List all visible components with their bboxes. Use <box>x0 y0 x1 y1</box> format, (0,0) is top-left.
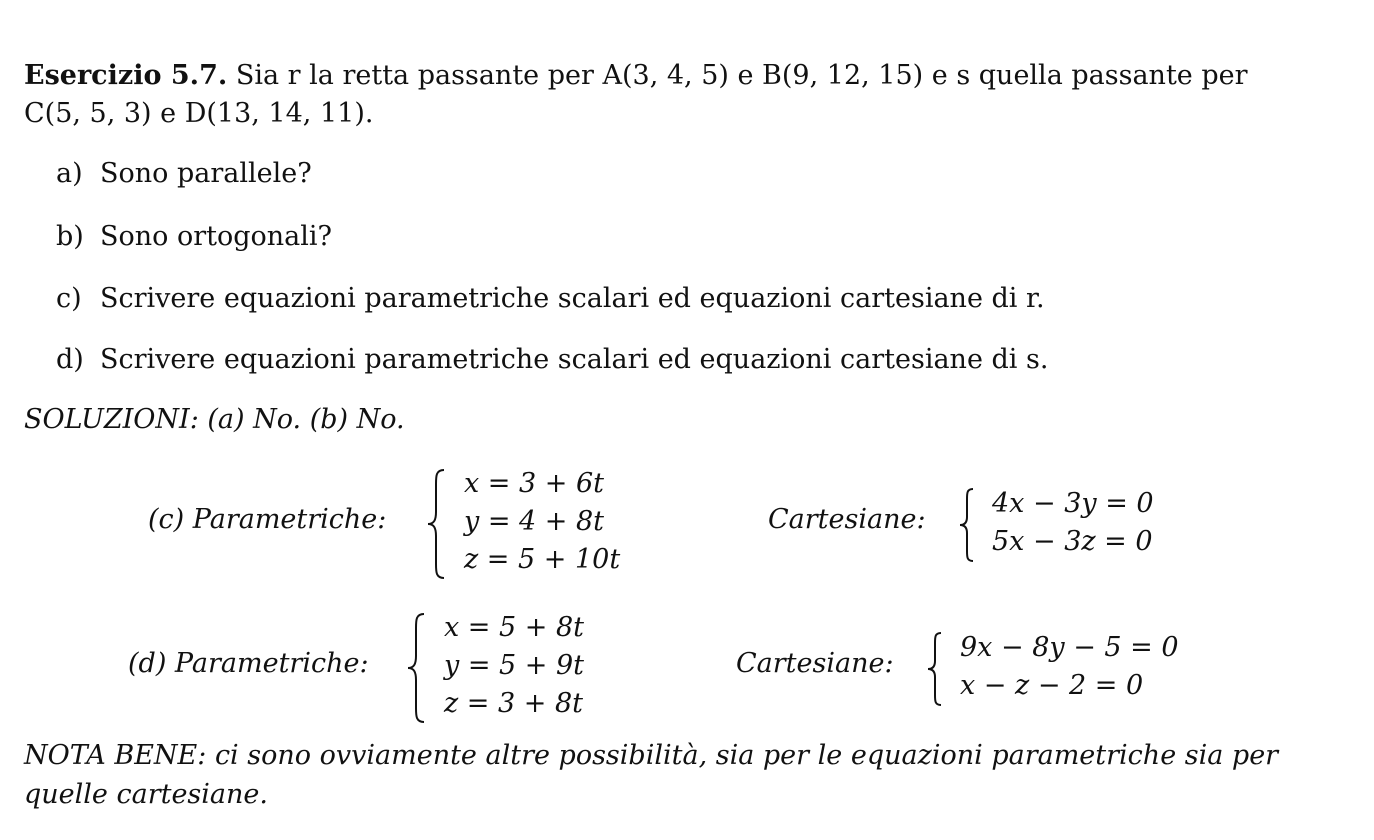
question-text: Sono ortogonali? <box>100 221 333 252</box>
exercise-statement-line-2 <box>24 98 373 130</box>
solution-d-cart-system <box>960 629 1179 705</box>
equation: y = 4 + 8t <box>464 506 605 537</box>
note-line-2: quelle cartesiane. <box>24 779 268 810</box>
exercise-text-2: C(5, 5, 3) e D(13, 14, 11). <box>24 98 374 129</box>
question-b <box>56 221 332 253</box>
question-marker: c) <box>56 283 82 314</box>
solution-d-cart-label: Cartesiane: <box>736 648 894 679</box>
solution-c-param-system <box>464 465 620 579</box>
question-d <box>56 344 1048 376</box>
equation: 5x − 3z = 0 <box>992 526 1153 557</box>
left-brace-icon <box>426 468 448 580</box>
equation: y = 5 + 9t <box>444 650 585 681</box>
note-line-1: NOTA BENE: ci sono ovviamente altre possibilità, sia per le equazioni parametriche sia per <box>24 740 1279 771</box>
left-brace-icon <box>958 487 976 563</box>
question-text: Scrivere equazioni parametriche scalari ed equazioni cartesiane di s. <box>100 344 1049 375</box>
equation: x = 3 + 6t <box>464 468 605 499</box>
question-c <box>56 283 1045 315</box>
question-text: Sono parallele? <box>100 158 312 189</box>
equation: x = 5 + 8t <box>444 612 585 643</box>
solution-c-cart-system <box>992 485 1154 561</box>
solution-d-param-label: (d) Parametriche: <box>128 648 369 679</box>
left-brace-icon <box>926 631 944 707</box>
solution-c-cart-label: Cartesiane: <box>768 504 926 535</box>
left-brace-icon <box>406 612 428 724</box>
solutions-intro: SOLUZIONI: (a) No. (b) No. <box>24 404 405 435</box>
question-marker: a) <box>56 158 83 189</box>
question-a <box>56 158 312 190</box>
equation: x − z − 2 = 0 <box>960 670 1144 701</box>
solution-d-param-system <box>444 609 584 723</box>
equation: z = 5 + 10t <box>464 544 621 575</box>
exercise-text-1: Sia r la retta passante per A(3, 4, 5) e B(9, 12, 15) e s quella passante per <box>235 60 1248 91</box>
equation: z = 3 + 8t <box>444 688 584 719</box>
equation: 9x − 8y − 5 = 0 <box>960 632 1179 663</box>
equation: 4x − 3y = 0 <box>992 488 1154 519</box>
question-marker: b) <box>56 221 84 252</box>
question-text: Scrivere equazioni parametriche scalari ed equazioni cartesiane di r. <box>100 283 1045 314</box>
solution-c-param-label: (c) Parametriche: <box>148 504 387 535</box>
exercise-heading: Esercizio 5.7. <box>24 60 228 91</box>
question-marker: d) <box>56 344 84 375</box>
exercise-statement-line-1 <box>24 60 1248 92</box>
